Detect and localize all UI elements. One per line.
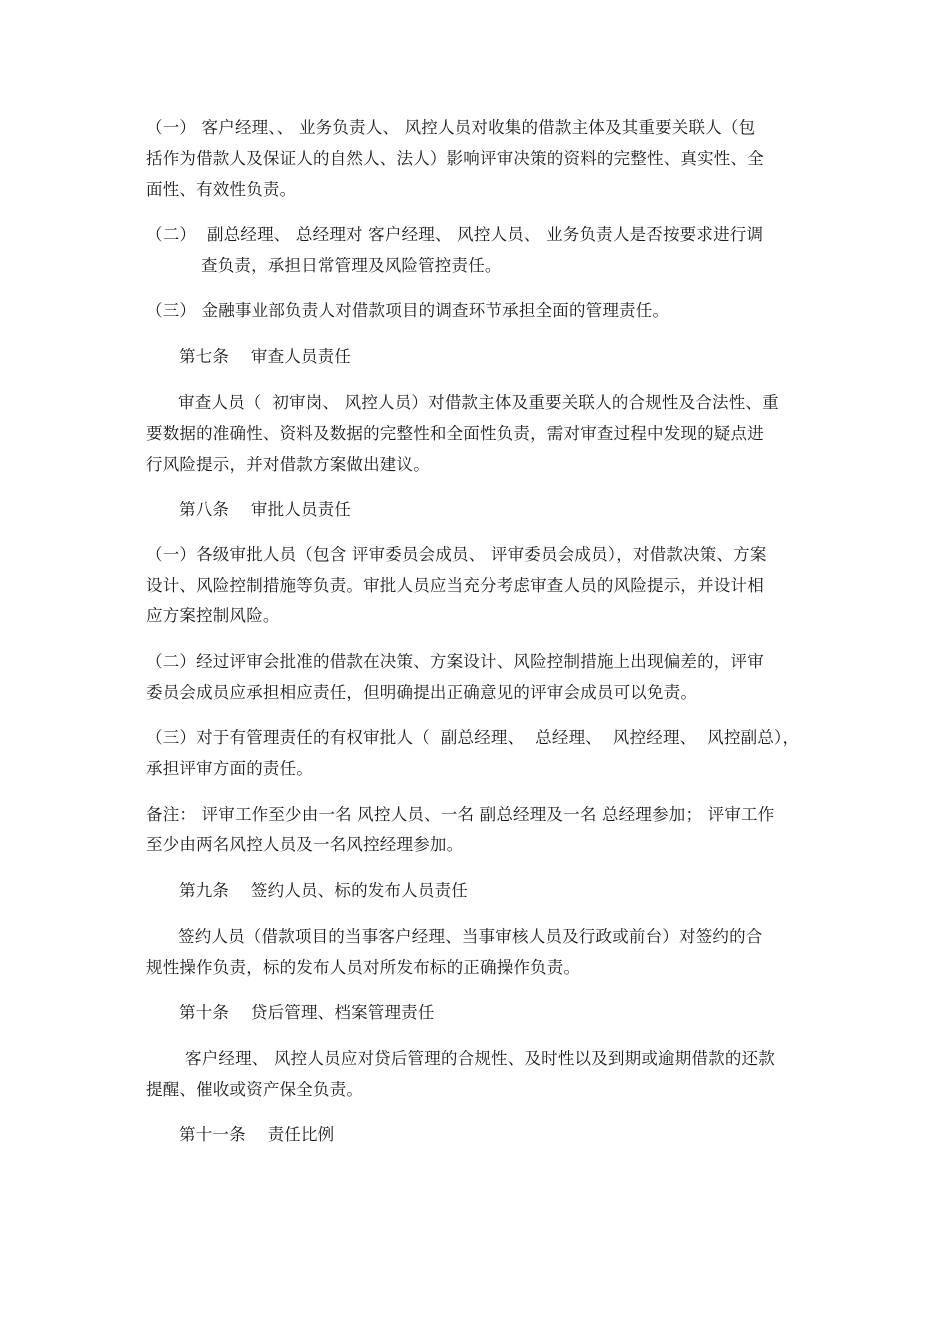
paragraph-line: 委员会成员应承担相应责任，但明确提出正确意见的评审会成员可以免责。	[146, 683, 698, 702]
article-heading: 第九条 签约人员、标的发布人员责任	[179, 881, 468, 900]
article-heading: 第十一条 责任比例	[179, 1125, 335, 1144]
paragraph-line: （一） 客户经理、、 业务负责人、 风控人员对收集的借款主体及其重要关联人（包	[146, 118, 756, 137]
article-heading: 第七条 审查人员责任	[179, 347, 352, 366]
paragraph-line: 签约人员（借款项目的当事客户经理、当事审核人员及行政或前台）对签约的合	[178, 927, 763, 946]
paragraph-line: 要数据的准确性、资料及数据的完整性和全面性负责，需对审查过程中发现的疑点进	[146, 424, 764, 443]
paragraph-line: （三） 金融事业部负责人对借款项目的调查环节承担全面的管理责任。	[146, 301, 670, 320]
paragraph-line: 规性操作负责，标的发布人员对所发布标的正确操作负责。	[146, 958, 581, 977]
paragraph-line: （二）经过评审会批准的借款在决策、方案设计、风险控制措施上出现偏差的，评审	[146, 652, 764, 671]
paragraph-line: 提醒、催收或资产保全负责。	[146, 1080, 364, 1099]
paragraph-line: 设计、风险控制措施等负责。审批人员应当充分考虑审查人员的风险提示，并设计相	[146, 576, 764, 595]
article-heading: 第八条 审批人员责任	[179, 500, 352, 519]
paragraph-line: （一）各级审批人员（包含 评审委员会成员、 评审委员会成员），对借款决策、方案	[146, 545, 767, 564]
paragraph-line: 审查人员（ 初审岗、 风控人员）对借款主体及重要关联人的合规性及合法性、重	[178, 393, 779, 412]
paragraph-line: 行风险提示，并对借款方案做出建议。	[146, 455, 430, 474]
note-line: 备注： 评审工作至少由一名 风控人员、一名 副总经理及一名 总经理参加； 评审工作	[146, 805, 775, 824]
paragraph-line: 面性、有效性负责。	[146, 180, 297, 199]
article-heading: 第十条 贷后管理、档案管理责任	[179, 1003, 435, 1022]
paragraph-line: 应方案控制风险。	[146, 606, 280, 625]
note-line: 至少由两名风控人员及一名风控经理参加。	[146, 835, 464, 854]
paragraph-line: （二） 副总经理、 总经理对 客户经理、 风控人员、 业务负责人是否按要求进行调	[146, 225, 764, 244]
paragraph-line: 客户经理、 风控人员应对贷后管理的合规性、及时性以及到期或逾期借款的还款	[185, 1049, 775, 1068]
paragraph-line: 查负责，承担日常管理及风险管控责任。	[201, 256, 502, 275]
paragraph-line: 承担评审方面的责任。	[146, 759, 313, 778]
paragraph-line: 括作为借款人及保证人的自然人、法人）影响评审决策的资料的完整性、真实性、全	[146, 149, 764, 168]
paragraph-line: （三）对于有管理责任的有权审批人（ 副总经理、 总经理、 风控经理、 风控副总），	[146, 728, 800, 747]
